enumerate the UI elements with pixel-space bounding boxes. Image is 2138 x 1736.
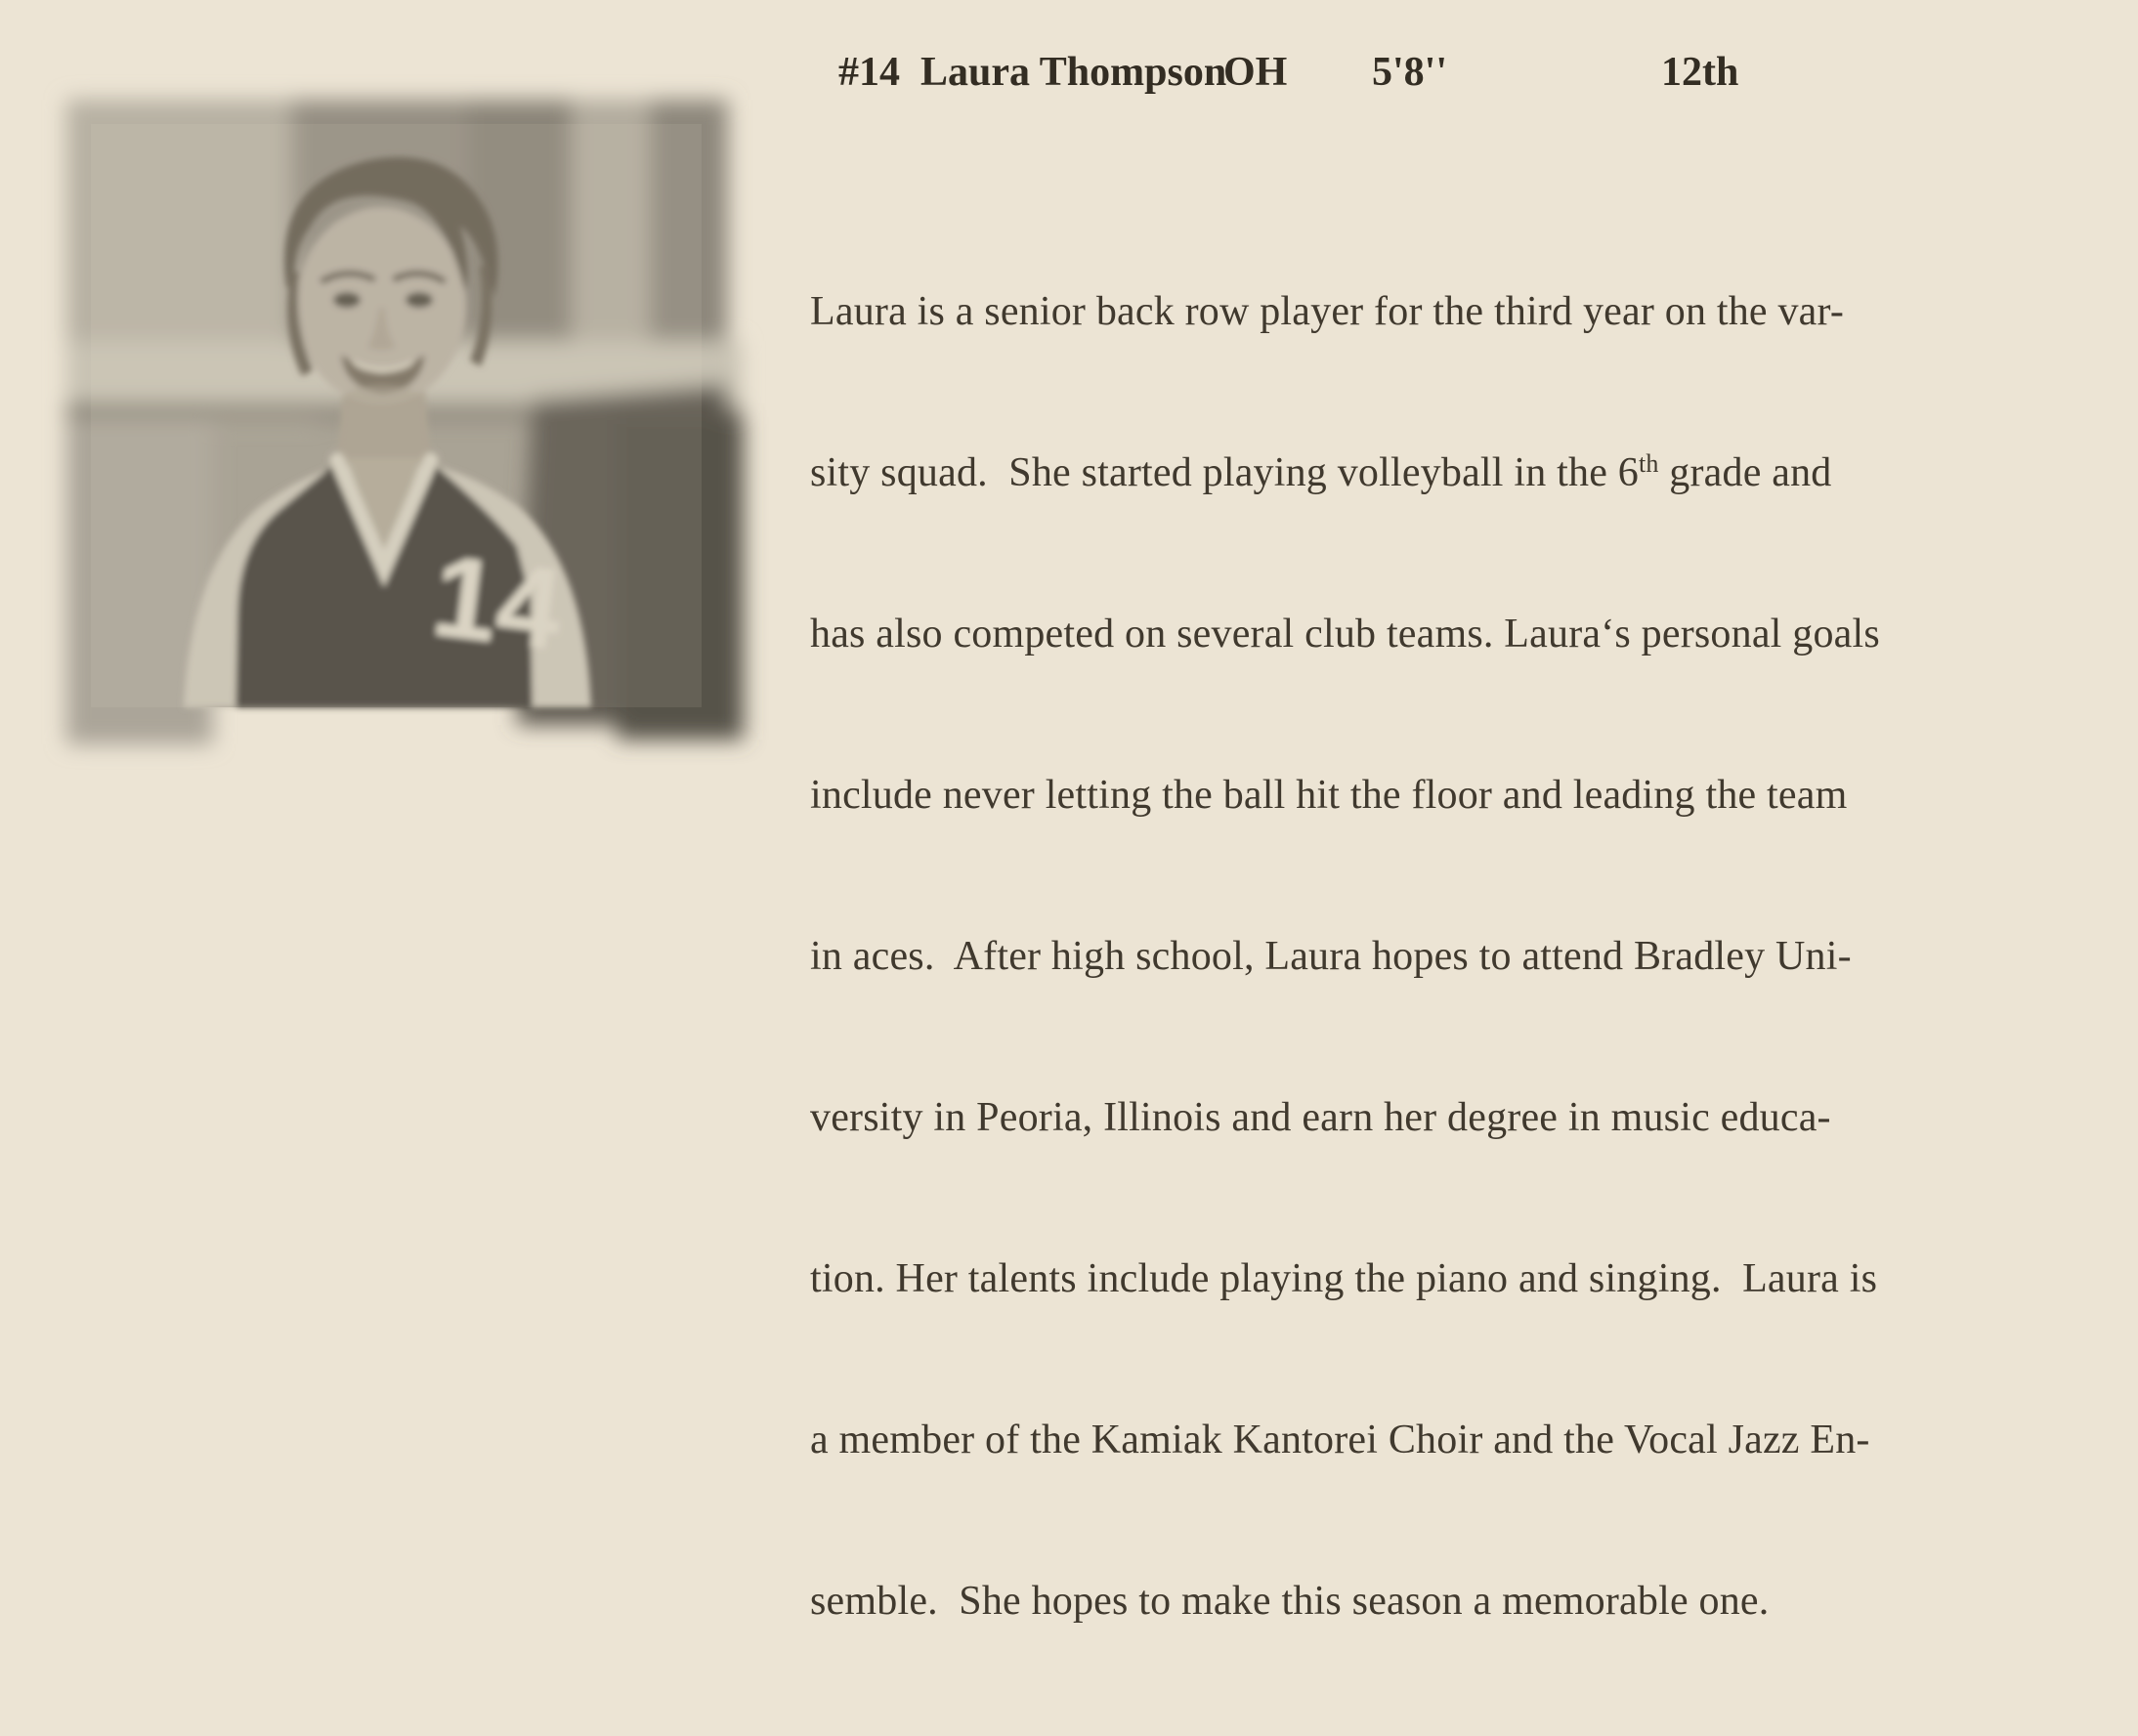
bio-line-1: Laura is a senior back row player for the third year on the var- bbox=[810, 289, 1845, 334]
bio-line-8: a member of the Kamiak Kantorei Choir and the Vocal Jazz En- bbox=[810, 1418, 1870, 1462]
photo-sepia-wash bbox=[91, 124, 702, 707]
bio-line-5: in aces. After high school, Laura hopes to attend Bradley Uni- bbox=[810, 934, 1852, 979]
bio-line-7: tion. Her talents include playing the piano and singing. Laura is bbox=[810, 1256, 1878, 1301]
player-position: OH bbox=[1223, 50, 1288, 95]
bio-paragraph bbox=[810, 178, 2100, 1736]
bio-line-6: versity in Peoria, Illinois and earn her degree in music educa- bbox=[810, 1095, 1831, 1140]
bio-line-3: has also competed on several club teams. Laura‘s personal goals bbox=[810, 612, 1880, 656]
bio-line-9: semble. She hopes to make this season a memorable one. bbox=[810, 1579, 1770, 1624]
bio-line-4: include never letting the ball hit the floor and leading the team bbox=[810, 773, 1848, 818]
player-number-name: #14 Laura Thompson bbox=[838, 50, 1227, 95]
bio-line-2 bbox=[810, 446, 2100, 500]
superscript-th: th bbox=[1638, 449, 1659, 478]
player-header-row bbox=[0, 49, 2138, 107]
player-grade: 12th bbox=[1661, 50, 1739, 95]
player-photo bbox=[91, 124, 702, 707]
jersey-number: 14 bbox=[425, 530, 570, 675]
photo-illustration bbox=[91, 124, 702, 707]
player-height: 5'8'' bbox=[1372, 50, 1448, 95]
bio-line-2-pre: sity squad. She started playing volleyball in the 6 bbox=[810, 450, 1639, 495]
bio-line-2-post: grade and bbox=[1658, 450, 1832, 495]
